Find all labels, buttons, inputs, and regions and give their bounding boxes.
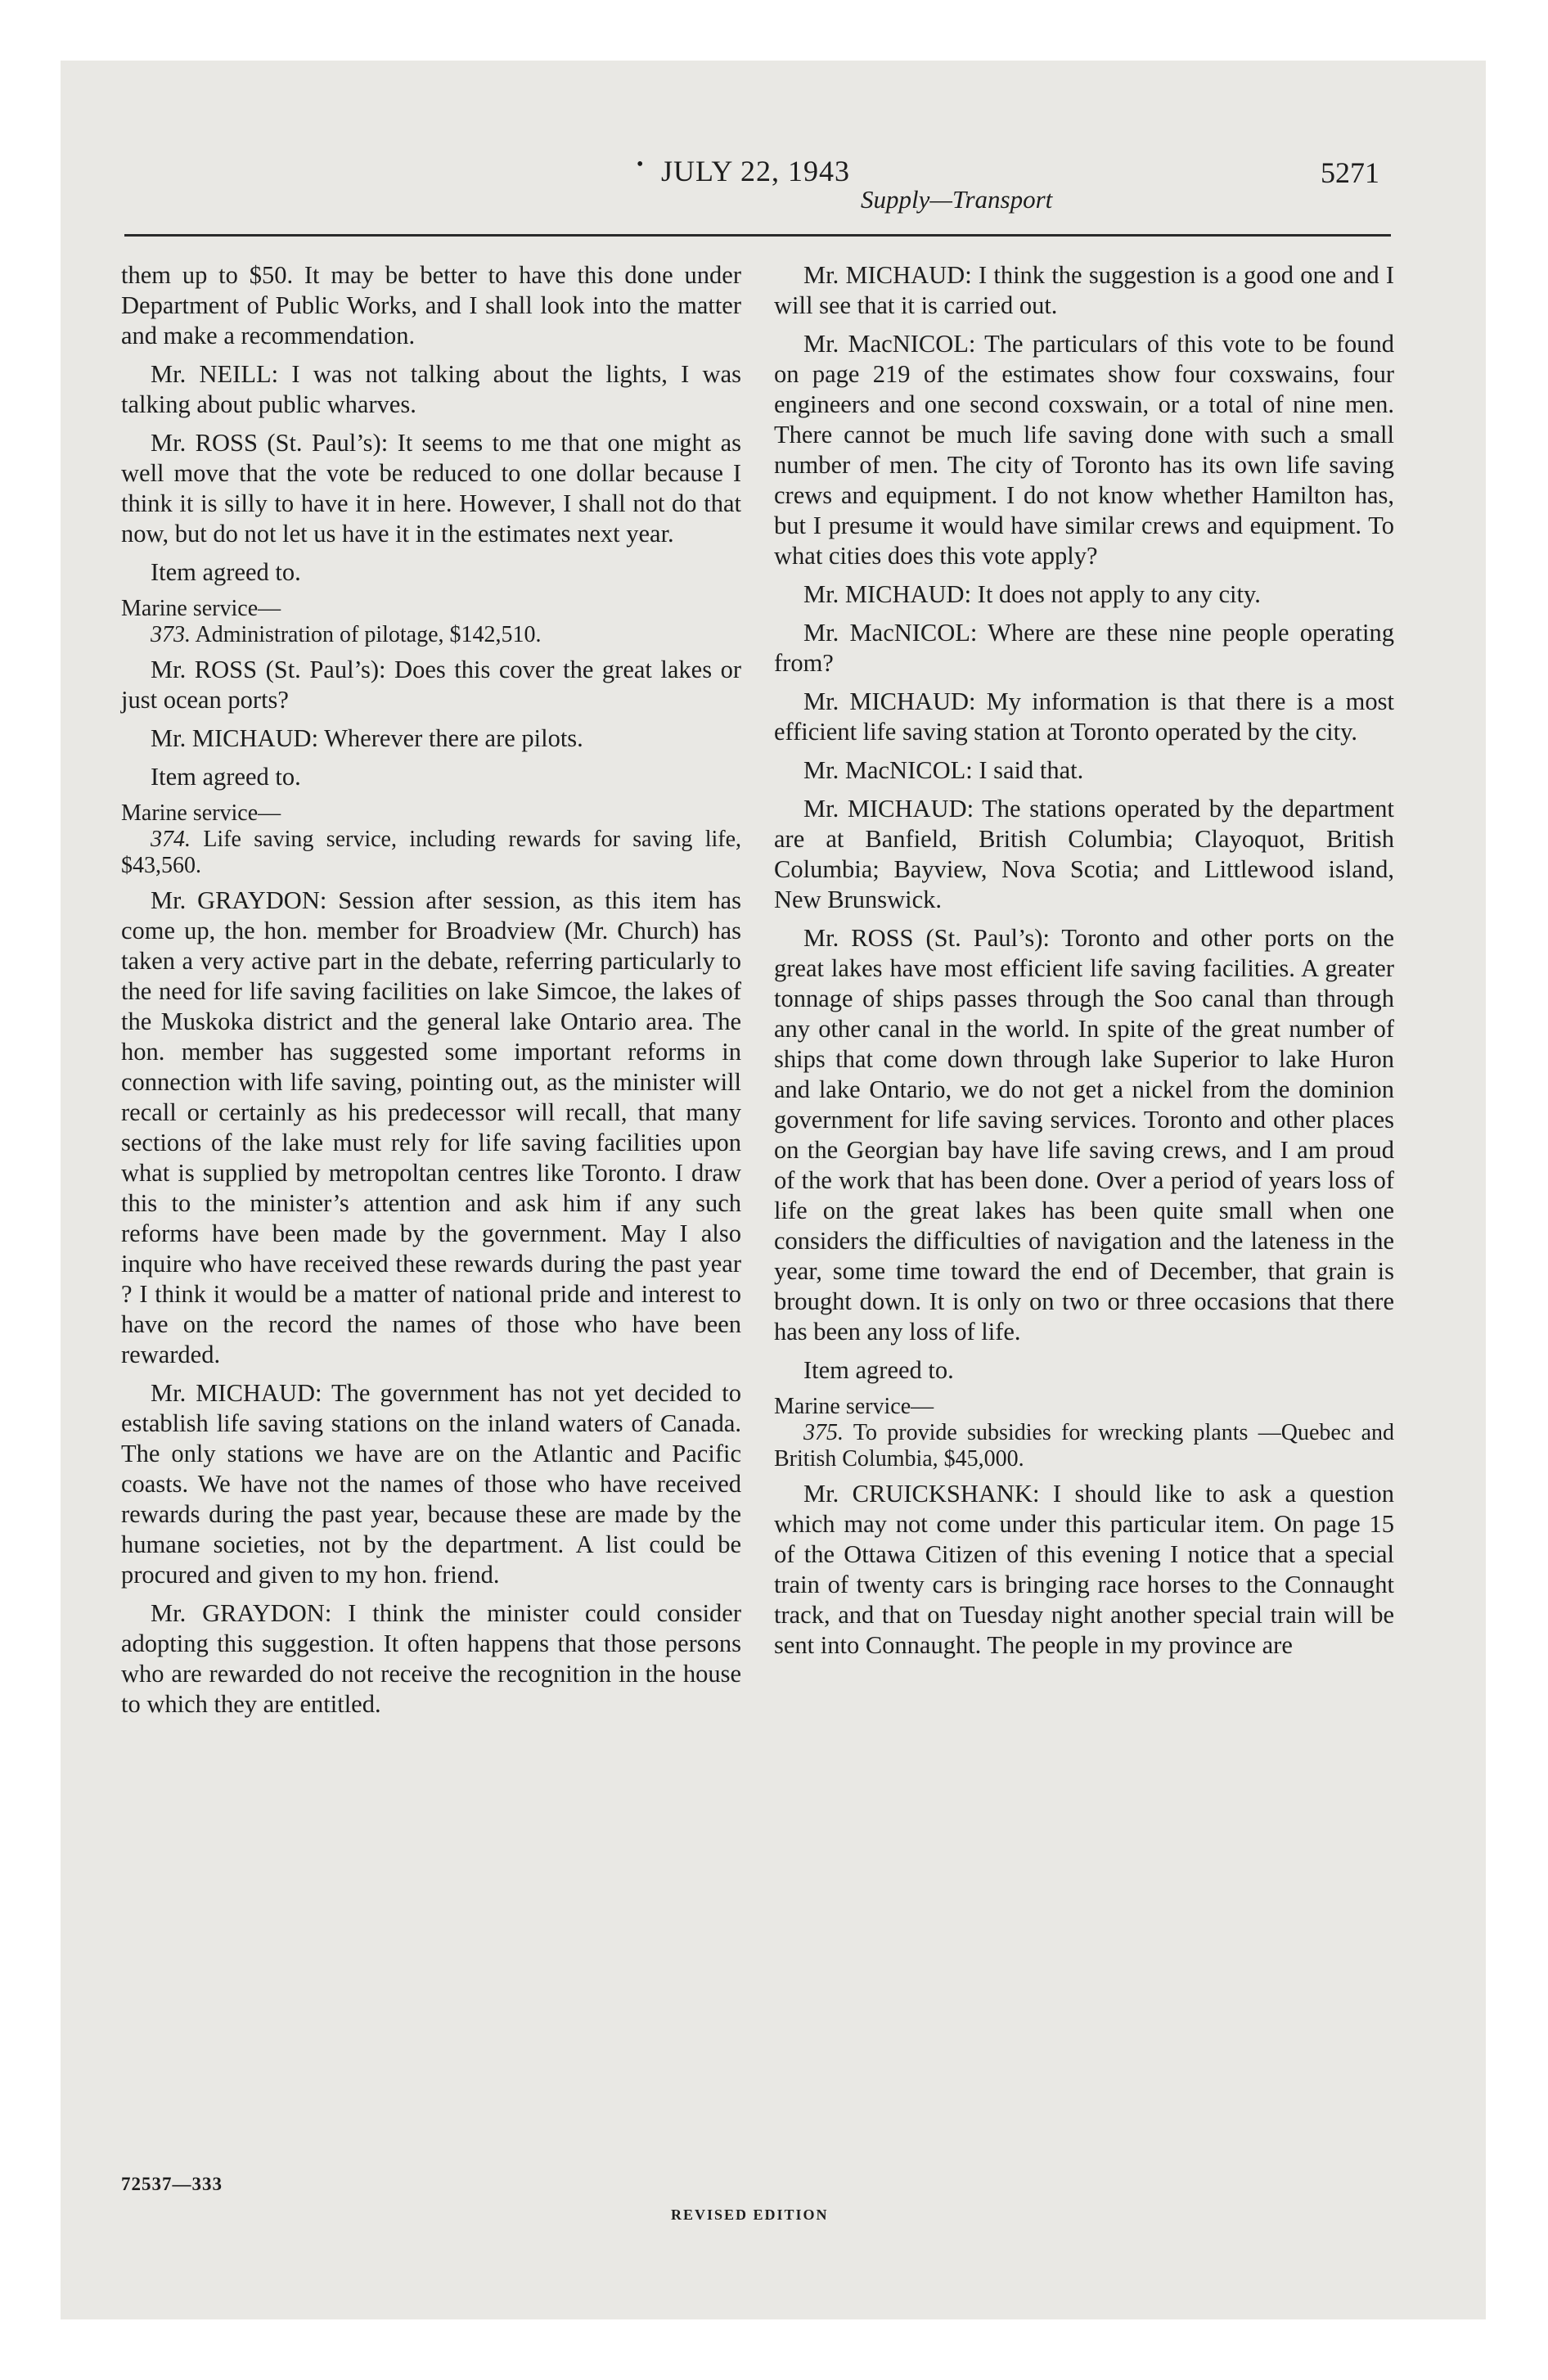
paragraph: Mr. GRAYDON: I think the minister could consider adopting this suggestion. It often happens that those persons who are rewarded do not receive the recognition in the house to which they are entitled. <box>121 1599 741 1718</box>
paragraph: Item agreed to. <box>151 763 301 791</box>
paragraph: Mr. GRAYDON: Session after session, as this item has come up, the hon. member for Broadview (Mr. Church) has taken a very active part in the debate, referring particularly to the need for life saving facilities on lake Simcoe, the lakes of the Muskoka district and the general lake Ontario area. The hon. member has suggested some important reforms in connection with life saving, pointing out, as the minister will recall or certainly as his predecessor will recall, that many sections of the lake must rely for life saving facilities upon what is supplied by metropoltan centres like Toronto. I draw this to the minister’s attention and ask him if any such reforms have been made by the government. May I also inquire who have received these rewards during the past year ? I think it would be a matter of national pride and interest to have on the record the names of those who have been rewarded. <box>121 886 741 1368</box>
item-heading: Marine service— <box>121 596 281 621</box>
paragraph: Item agreed to. <box>151 558 301 586</box>
left-column <box>121 260 741 1728</box>
section-title: Supply—Transport <box>861 185 1053 214</box>
item-description <box>121 622 741 648</box>
item-text: Life saving service, including rewards for saving life, $43,560. <box>121 827 741 878</box>
footer-edition: REVISED EDITION <box>671 2206 829 2223</box>
estimate-item <box>121 800 741 879</box>
page-number: 5271 <box>1321 156 1379 189</box>
estimate-item <box>774 1394 1394 1472</box>
item-heading: Marine service— <box>121 800 281 826</box>
item-number: 373. <box>151 622 191 647</box>
paragraph: Mr. MICHAUD: The government has not yet decided to establish life saving stations on the inland waters of Canada. The only stations we have are on the Atlantic and Pacific coasts. We have not the names of those who have received rewards during the past year, because these are made by the humane societies, not by the department. A list could be procured and given to my hon. friend. <box>121 1379 741 1589</box>
paragraph: Mr. MacNICOL: I said that. <box>803 756 1084 784</box>
estimate-item <box>121 596 741 648</box>
item-heading: Marine service— <box>774 1394 934 1419</box>
item-description <box>121 827 741 879</box>
paragraph: Mr. MICHAUD: It does not apply to any city. <box>803 580 1261 608</box>
paragraph: Mr. ROSS (St. Paul’s): Toronto and other ports on the great lakes have most efficient life saving facilities. A greater tonnage of ships passes through the Soo canal than through any other canal in the world. In spite of the great number of ships that come down through lake Superior to lake Huron and lake Ontario, we do not get a nickel from the dominion government for life saving services. Toronto and other places on the Georgian bay have life saving crews, and I am proud of the work that has been done. Over a period of years loss of life on the great lakes has been quite small when one considers the difficulties of navigation and the lateness in the year, some time toward the end of December, that grain is brought down. It is only on two or three occasions that there has been any loss of life. <box>774 924 1394 1346</box>
paragraph: Mr. MICHAUD: The stations operated by the department are at Banfield, British Columbia; Clayoquot, British Columbia; Bayview, Nova Scotia; and Littlewood island, New Brunswick. <box>774 795 1394 913</box>
paragraph: Mr. MacNICOL: The particulars of this vote to be found on page 219 of the estimates show four coxswains, four engineers and one second coxswain, or a total of nine men. There cannot be much life saving done with such a small number of men. The city of Toronto has its own life saving crews and equipment. I do not know whether Hamilton has, but I presume it would have similar crews and equipment. To what cities does this vote apply? <box>774 330 1394 570</box>
paragraph: Mr. MacNICOL: Where are these nine people operating from? <box>774 619 1394 677</box>
paragraph: Mr. MICHAUD: I think the suggestion is a good one and I will see that it is carried out. <box>774 261 1394 319</box>
header-rule <box>124 234 1391 237</box>
header-date: JULY 22, 1943 <box>661 155 851 187</box>
header-mark: • <box>637 154 644 175</box>
footer-code: 72537—333 <box>121 2174 223 2194</box>
item-text: Administration of pilotage, $142,510. <box>195 622 542 647</box>
paragraph: Mr. NEILL: I was not talking about the lights, I was talking about public wharves. <box>121 360 741 418</box>
paragraph: them up to $50. It may be better to have this done under Department of Public Works, and I shall look into the matter and make a recommendation. <box>121 261 741 349</box>
item-number: 374. <box>151 827 191 852</box>
paragraph: Mr. CRUICKSHANK: I should like to ask a question which may not come under this particular item. On page 15 of the Ottawa Citizen of this evening I notice that a special train of twenty cars is bringing race horses to the Connaught track, and that on Tuesday night another special train will be sent into Connaught. The people in my province are <box>774 1480 1394 1659</box>
paragraph: Mr. ROSS (St. Paul’s): It seems to me that one might as well move that the vote be reduced to one dollar because I think it is silly to have it in here. However, I shall not do that now, but do not let us have it in the estimates next year. <box>121 429 741 548</box>
right-column <box>774 260 1394 1669</box>
item-number: 375. <box>803 1420 844 1445</box>
paragraph: Mr. MICHAUD: Wherever there are pilots. <box>151 724 583 752</box>
item-text: To provide subsidies for wrecking plants —Quebec and British Columbia, $45,000. <box>774 1420 1394 1472</box>
paragraph: Mr. ROSS (St. Paul’s): Does this cover the great lakes or just ocean ports? <box>121 656 741 714</box>
paragraph: Mr. MICHAUD: My information is that there is a most efficient life saving station at Toronto operated by the city. <box>774 687 1394 746</box>
paragraph: Item agreed to. <box>803 1356 954 1384</box>
item-description <box>774 1420 1394 1472</box>
